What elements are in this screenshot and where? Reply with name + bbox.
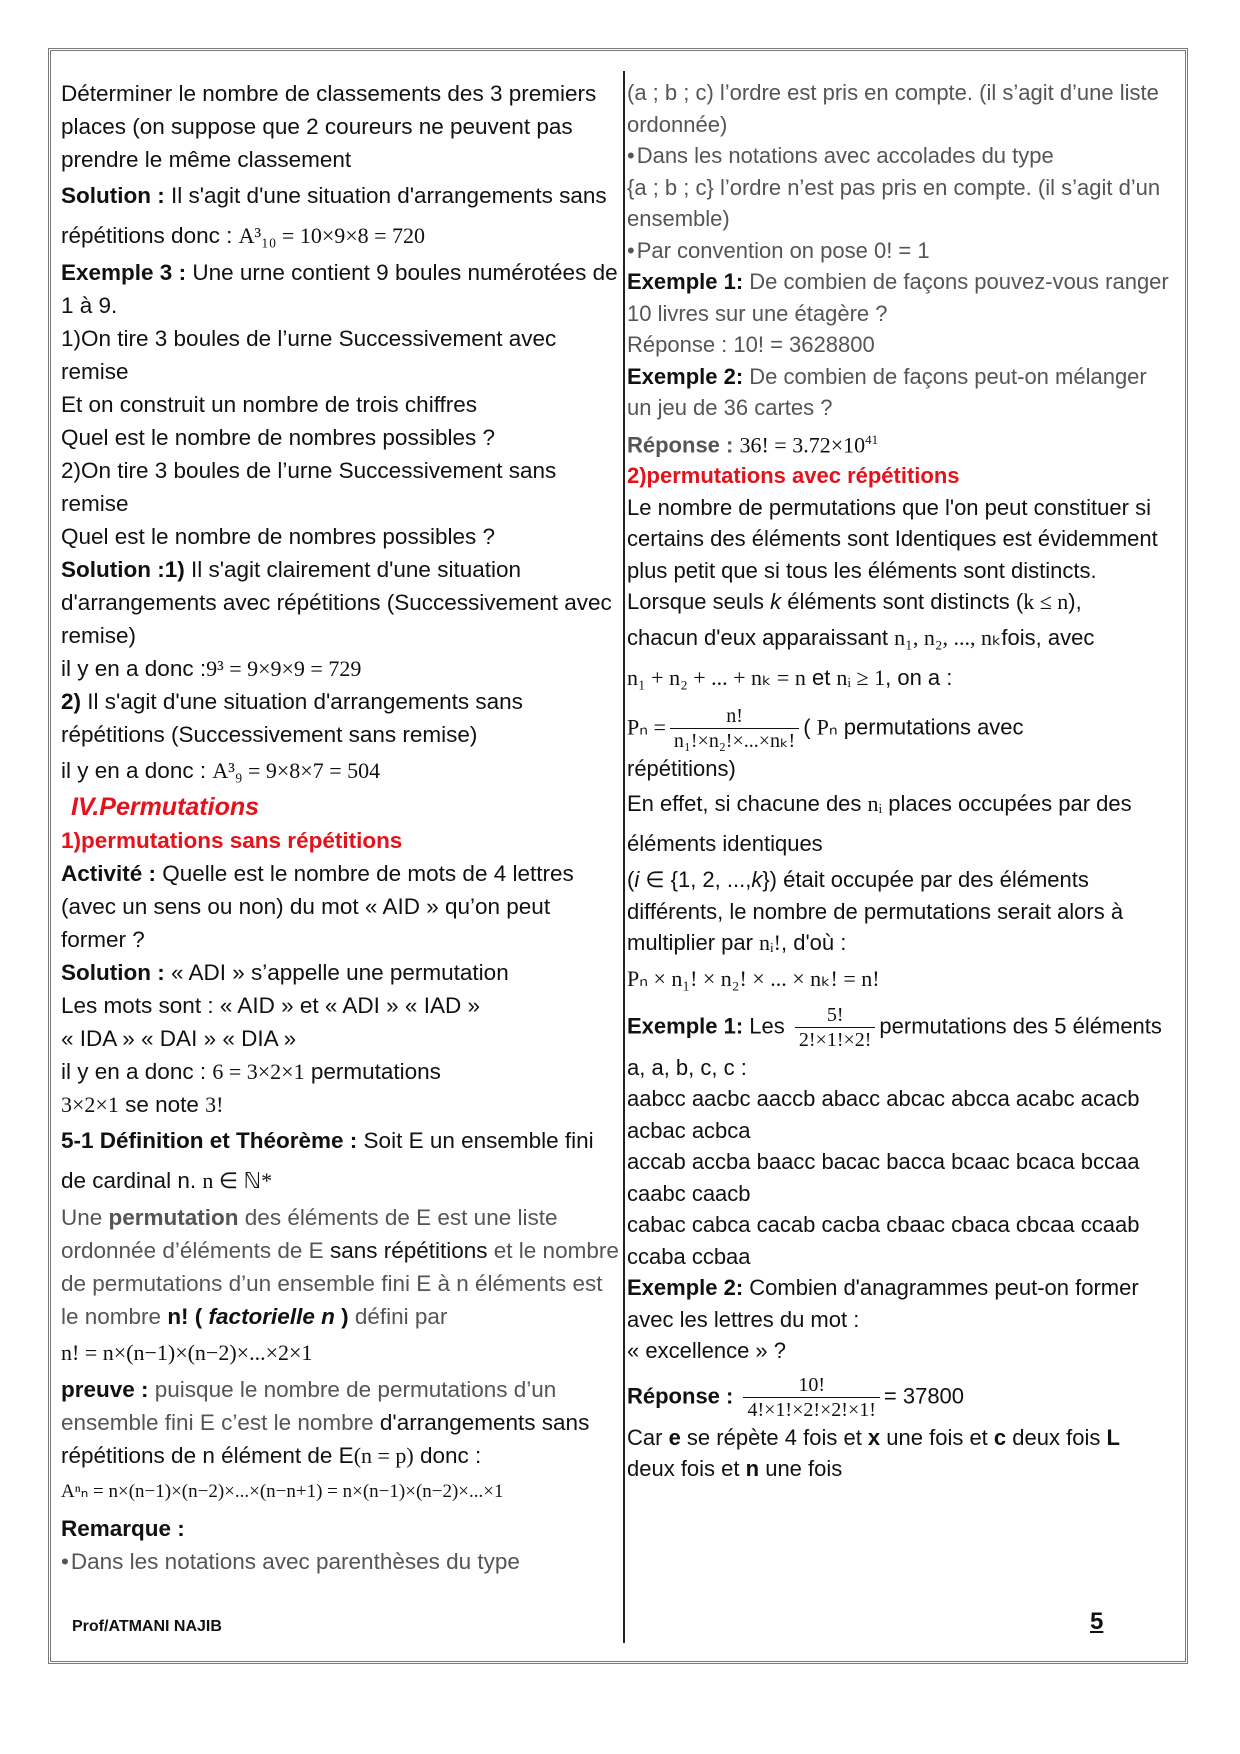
- solution-1: Solution : Il s'agit d'une situation d'arrangements sans répétitions donc : A³₁₀ = 10×9×8 = 720: [61, 183, 607, 248]
- text-3: chacun d'eux apparaissant n₁, n₂, ..., nₖfois, avec: [627, 624, 1095, 650]
- example-4-word: « excellence » ?: [627, 1338, 786, 1364]
- example-4-answer: Réponse : $\frac{10!}{4!\times 1!\times 2!\times 2!\times 1!}$ = 37800: [627, 1373, 965, 1421]
- explanation: Car e se répète 4 fois et x une fois et c deux fois L deux fois et n une fois: [627, 1424, 1120, 1482]
- solution-2-result: il y en a donc :9³ = 9×9×9 = 729: [61, 656, 362, 681]
- question-1b: Et on construit un nombre de trois chiffres: [61, 392, 478, 417]
- permutations-line-3: cabac cabca cacab cacba cbaac cbaca cbcaa ccaab ccaba ccbaa: [627, 1212, 1140, 1269]
- permutations-line-1: aabcc aacbc aaccb abacc abcac abcca acabc acacb acbac acbca: [627, 1086, 1140, 1143]
- example-3: Exemple 3 : Une urne contient 9 boules numérotées de 1 à 9.: [61, 260, 618, 318]
- remark-1: • Dans les notations avec parenthèses du type: [61, 1545, 621, 1578]
- definition-text: Une permutation des éléments de E est une liste ordonnée d’éléments de E sans répétitions et le nombre de permutations d’un ensemble fini E à n éléments est le nombre n! ( factorielle n ) défini par: [61, 1205, 619, 1329]
- text-7-formula: Pₙ × n₁! × n₂! × ... × nₖ! = n!: [627, 965, 880, 991]
- section-iv-heading: IV.Permutations: [71, 793, 260, 821]
- right-column: [627, 77, 1171, 1485]
- text-6: (i ∈ {1, 2, ...,k}) était occupée par des éléments différents, le nombre de permutations serait alors à multiplier par nᵢ!, d'où :: [627, 867, 1124, 956]
- question-2b: Quel est le nombre de nombres possibles ?: [61, 524, 495, 549]
- solution-3: 2) Il s'agit d'une situation d'arrangements sans répétitions (Successivement sans remise): [61, 689, 523, 747]
- text-1: Le nombre de permutations que l'on peut constituer si certains des éléments sont Identiques est évidemment plus petit que si tous les éléments sont distincts.: [627, 494, 1158, 583]
- footer-author: Prof/ATMANI NAJIB: [72, 1618, 222, 1635]
- solution-2: Solution :1) Il s'agit clairement d'une situation d'arrangements avec répétitions (Successivement avec remise): [61, 557, 612, 648]
- question-1: 1)On tire 3 boules de l’urne Successivement avec remise: [61, 326, 557, 384]
- arrangement-formula: Aⁿₙ = n×(n−1)×(n−2)×...×(n−n+1) = n×(n−1)×(n−2)×...×1: [61, 1481, 504, 1502]
- example-3-right: Exemple 1: Les $\frac{5!}{2!\times 1!\times 2!}$ permutations des 5 éléments a, a, b, c, c :: [627, 1003, 1162, 1080]
- words-line-2: « IDA » « DAI » « DIA »: [61, 1026, 297, 1051]
- definition: 5-1 Définition et Théorème : Soit E un ensemble fini de cardinal n. n ∈ ℕ*: [61, 1128, 594, 1193]
- notation: 3×2×1 se note 3!: [61, 1092, 224, 1117]
- text-4: n₁ + n₂ + ... + nₖ = n et nᵢ ≥ 1, on a :: [627, 664, 953, 690]
- text-2: Lorsque seuls k éléments sont distincts (k ≤ n),: [627, 589, 1082, 615]
- solution-3-result: il y en a donc : A³₉ = 9×8×7 = 504: [61, 758, 381, 783]
- remark-2-cont: {a ; b ; c} l’ordre n’est pas pris en compte. (il s’agit d’un ensemble): [627, 174, 1161, 231]
- solution-4: Solution : « ADI » s’appelle une permutation: [61, 960, 509, 985]
- column-divider: [623, 71, 625, 1643]
- page-frame: [48, 48, 1188, 1664]
- page-number: 5: [1090, 1608, 1104, 1635]
- remark-heading: Remarque :: [61, 1516, 185, 1541]
- words-line-1: Les mots sont : « AID » et « ADI » « IAD »: [61, 993, 480, 1018]
- permutations-line-2: accab accba baacc bacac bacca bcaac bcaca bccaa caabc caacb: [627, 1149, 1140, 1206]
- example-2-answer: Réponse : 36! = $3.72\times 10^{41}$: [627, 431, 879, 457]
- example-4-right: Exemple 2: Combien d'anagrammes peut-on former avec les lettres du mot :: [627, 1275, 1139, 1332]
- remark-2: • Dans les notations avec accolades du type: [627, 140, 1171, 172]
- activity: Activité : Quelle est le nombre de mots de 4 lettres (avec un sens ou non) du mot « AID » qu’on peut former ?: [61, 861, 574, 952]
- left-column: [61, 77, 621, 1578]
- remark-3: • Par convention on pose 0! = 1: [627, 235, 1171, 267]
- text-5: En effet, si chacune des nᵢ places occupées par des éléments identiques: [627, 791, 1132, 857]
- result-4: il y en a donc : 6 = 3×2×1 permutations: [61, 1059, 441, 1084]
- subheading-2: 2)permutations avec répétitions: [627, 463, 960, 489]
- problem-text: Déterminer le nombre de classements des 3 premiers places (on suppose que 2 coureurs ne peuvent pas prendre le même classement: [61, 81, 597, 172]
- remark-1-cont: (a ; b ; c) l’ordre est pris en compte. (il s’agit d’une liste ordonnée): [627, 80, 1159, 137]
- example-1-answer: Réponse : 10! = 3628800: [627, 332, 875, 357]
- subheading-1: 1)permutations sans répétitions: [61, 828, 403, 853]
- pn-formula: Pₙ = $\frac{n!}{\text{n₁!×n₂!×...×nₖ!}}$ ( Pₙ permutations avec: [627, 704, 1024, 752]
- proof: preuve : puisque le nombre de permutations d’un ensemble fini E c’est le nombre d'arrangements sans répétitions de n élément de E(n = p) donc :: [61, 1377, 590, 1468]
- example-2: Exemple 2: De combien de façons peut-on mélanger un jeu de 36 cartes ?: [627, 363, 1147, 420]
- pn-note-end: répétitions): [627, 755, 736, 781]
- example-1: Exemple 1: De combien de façons pouvez-vous ranger 10 livres sur une étagère ?: [627, 269, 1169, 326]
- question-1c: Quel est le nombre de nombres possibles ?: [61, 425, 495, 450]
- factorial-formula: n! = n×(n−1)×(n−2)×...×2×1: [61, 1340, 313, 1365]
- question-2: 2)On tire 3 boules de l’urne Successivement sans remise: [61, 458, 557, 516]
